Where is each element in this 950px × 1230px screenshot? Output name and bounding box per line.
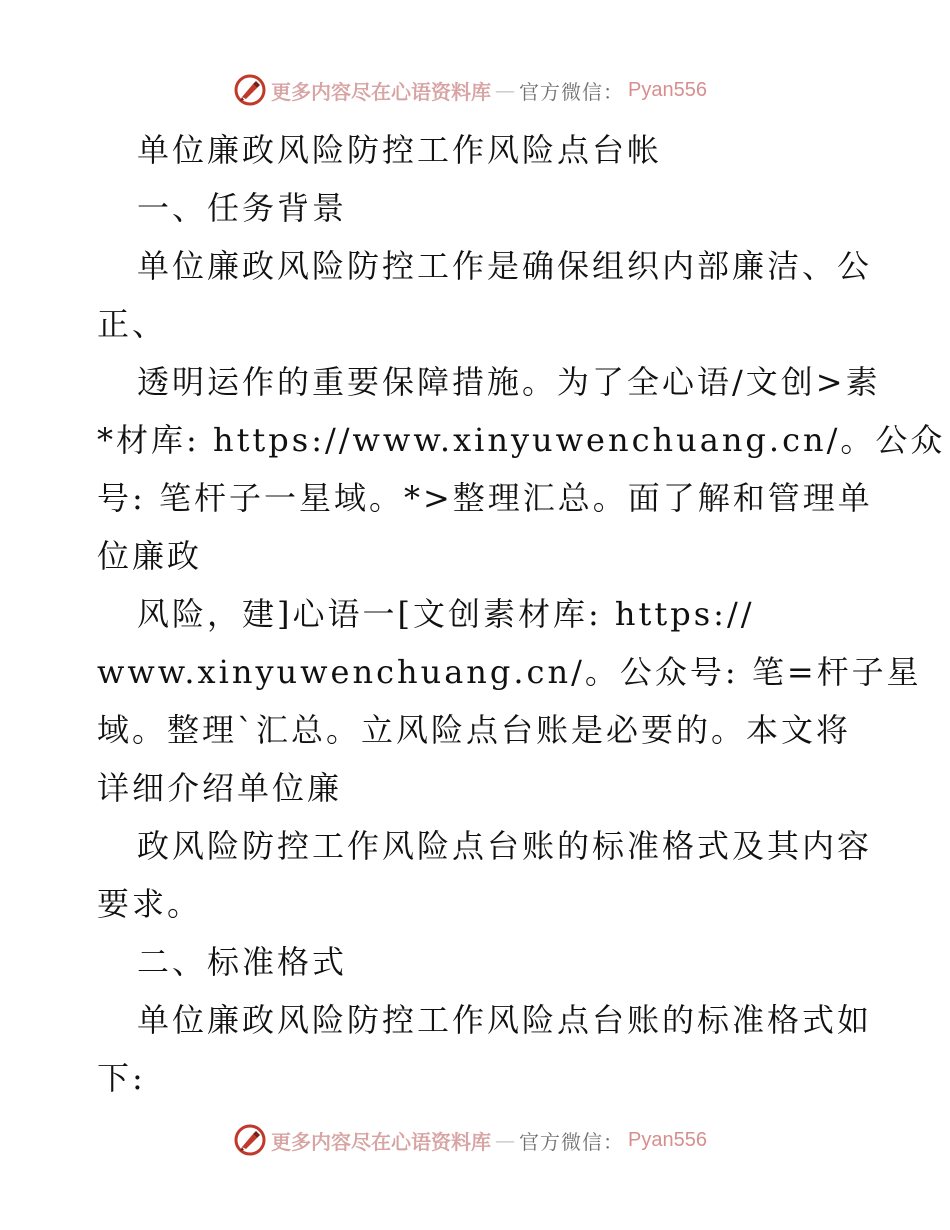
paragraph-line: 域。整理`汇总。立风险点台账是必要的。本文将 (97, 711, 852, 749)
footer-dash: — (495, 1128, 516, 1152)
footer-wechat-id: Pyan556 (628, 1128, 707, 1151)
paragraph-line: 下: (97, 1059, 146, 1097)
paragraph-line: www.xinyuwenchuang.cn/。公众号: 笔=杆子星 (97, 653, 922, 691)
document-body (97, 121, 946, 1107)
section-heading-format: 二、标准格式 (137, 943, 348, 981)
header-wechat-id: Pyan556 (628, 78, 707, 101)
paragraph-line: 要求。 (97, 885, 203, 923)
paragraph-line: 透明运作的重要保障措施。为了全心语/文创>素 (137, 363, 881, 401)
pen-logo-icon (233, 1123, 267, 1157)
paragraph-line: *材库: https://www.xinyuwenchuang.cn/。公众 (97, 421, 946, 459)
footer-official-label: 官方微信： (519, 1129, 625, 1154)
paragraph-line: 风险，建]心语一[文创素材库: https:// (137, 595, 755, 633)
paragraph-line: 单位廉政风险防控工作是确保组织内部廉洁、公 (137, 247, 873, 285)
paragraph-line: 正、 (97, 305, 168, 343)
header-official-label: 官方微信： (519, 79, 625, 104)
document-title: 单位廉政风险防控工作风险点台帐 (137, 131, 663, 169)
header-banner-content (233, 73, 707, 107)
section-heading-background: 一、任务背景 (137, 189, 348, 227)
pen-logo-icon (233, 73, 267, 107)
paragraph-line: 号: 笔杆子一星域。*>整理汇总。面了解和管理单 (97, 479, 873, 517)
header-banner (0, 70, 950, 110)
footer-brand-text: 更多内容尽在心语资料库 (271, 1129, 492, 1154)
paragraph-line: 详细介绍单位廉 (97, 769, 343, 807)
header-dash: — (495, 78, 516, 102)
paragraph-line: 单位廉政风险防控工作风险点台账的标准格式如 (137, 1001, 873, 1039)
footer-banner-content (233, 1123, 707, 1157)
header-brand-text: 更多内容尽在心语资料库 (271, 79, 492, 104)
paragraph-line: 位廉政 (97, 537, 203, 575)
footer-banner (0, 1120, 950, 1160)
paragraph-line: 政风险防控工作风险点台账的标准格式及其内容 (137, 827, 873, 865)
